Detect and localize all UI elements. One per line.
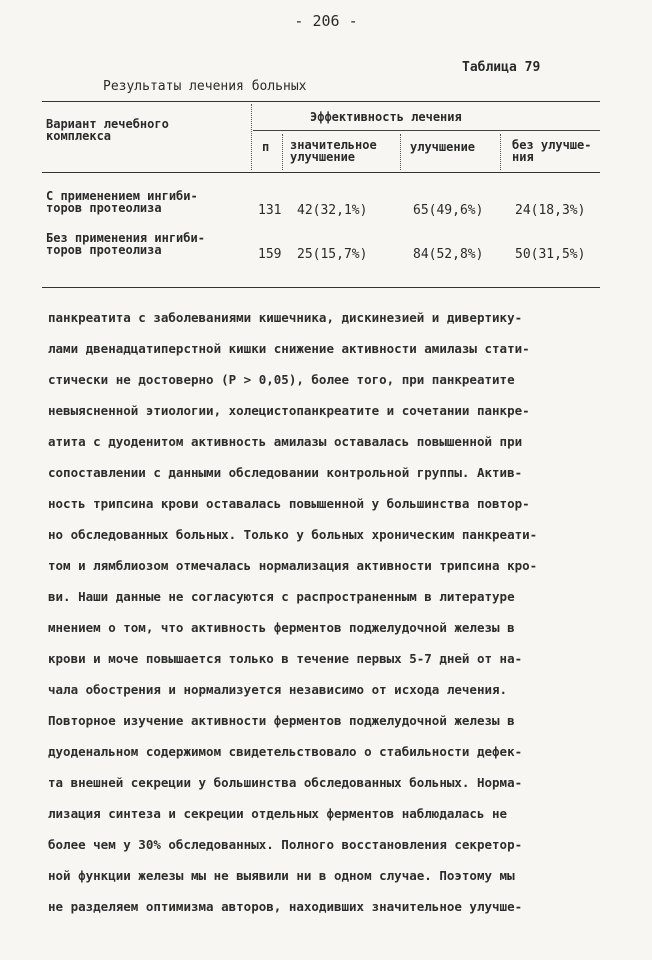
header-variant: Вариант лечебного комплекса [46,117,169,143]
table-cell-n: 131 [258,203,282,218]
effectiveness-underline [253,130,600,131]
text-line: ви. Наши данные не согласуются с распространенным в литературе [48,589,515,604]
text-line: невыясненной этиологии, холецистопанкреатите и сочетании панкре- [48,403,530,418]
header-effectiveness: Эффективность лечения [310,110,462,124]
text-line: чала обострения и нормализуется независимо от исхода лечения. [48,682,508,697]
table-cell-improvement: 65(49,6%) [413,203,484,218]
column-separator [251,104,252,170]
table-cell-n: 159 [258,247,282,262]
text-line: ность трипсина крови оставалась повышенной у большинства повтор- [48,496,530,511]
text-line: более чем у 30% обследованных. Полного восстановления секретор- [48,837,523,852]
text-line: панкреатита с заболеваниями кишечника, дискинезией и дивертику- [48,310,523,325]
text-line: не разделяем оптимизма авторов, находивших значительное улучше- [48,899,523,914]
body-text [48,302,608,922]
header-improvement: улучшение [410,140,476,154]
column-separator [500,134,501,170]
column-separator [400,134,401,170]
text-line: атита с дуоденитом активность амилазы оставалась повышенной при [48,434,523,449]
header-n: п [262,140,270,154]
text-line: сопоставлении с данными обследовании контрольной группы. Актив- [48,465,523,480]
header-no-improvement: без улучше- ния [512,138,592,164]
header-bottom-rule [42,172,600,173]
text-line: та внешней секреции у большинства обследованных больных. Норма- [48,775,523,790]
table-cell-improvement: 84(52,8%) [413,247,484,262]
header-significant: значительное улучшение [290,138,377,164]
text-line: крови и моче повышается только в течение первых 5-7 дней от на- [48,651,523,666]
page-number: - 206 - [294,12,358,30]
table-row-name: Без применения ингиби- торов протеолиза [46,231,205,257]
text-line: Повторное изучение активности ферментов поджелудочной железы в [48,713,515,728]
table-cell-significant: 42(32,1%) [297,203,368,218]
text-line: ной функции железы мы не выявили ни в одном случае. Поэтому мы [48,868,515,883]
table-label: Таблица 79 [462,60,541,75]
text-line: лами двенадцатиперстной кишки снижение активности амилазы стати- [48,341,530,356]
text-line: лизация синтеза и секреции отдельных ферментов наблюдалась не [48,806,508,821]
table-bottom-rule [42,287,600,288]
text-line: дуоденальном содержимом свидетельствовало о стабильности дефек- [48,744,523,759]
table-cell-no-improvement: 24(18,3%) [515,203,586,218]
text-line: но обследованных больных. Только у больных хроническим панкреати- [48,527,538,542]
column-separator [282,134,283,170]
text-line: стически не достоверно (P > 0,05), более того, при панкреатите [48,372,515,387]
table-cell-no-improvement: 50(31,5%) [515,247,586,262]
table-row-name: С применением ингиби- торов протеолиза [46,189,198,215]
table-cell-significant: 25(15,7%) [297,247,368,262]
table-caption: Результаты лечения больных [103,79,307,94]
table-top-rule [42,101,600,102]
text-line: мнением о том, что активность ферментов поджелудочной железы в [48,620,515,635]
text-line: том и лямблиозом отмечалась нормализация активности трипсина кро- [48,558,538,573]
